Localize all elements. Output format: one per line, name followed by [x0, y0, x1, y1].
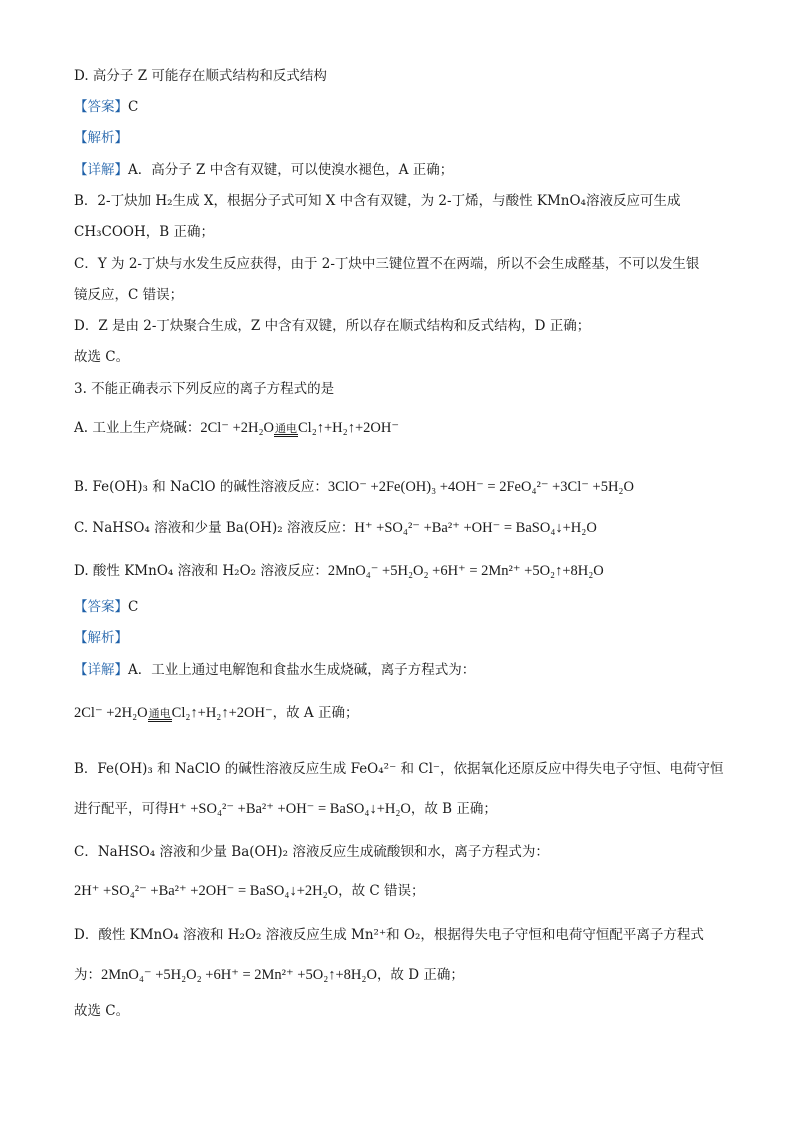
- answer-label: 【答案】: [74, 599, 128, 615]
- detail-equation-b: 进行配平，可得H⁺ +SO₄²⁻ +Ba²⁺ +OH⁻ = BaSO₄↓+H₂O，故 B 正确；: [74, 801, 497, 817]
- option-d-equation: D. 酸性 KMnO₄ 溶液和 H₂O₂ 溶液反应：2MnO₄⁻ +5H₂O₂ +6H⁺ = 2Mn²⁺ +5O₂↑+8H₂O: [74, 563, 604, 579]
- detail-equation-a: 2Cl⁻ +2H₂O 通电 Cl₂↑+H₂↑+2OH⁻，故 A 正确；: [74, 705, 359, 721]
- answer-line-2: [74, 597, 138, 617]
- answer-label: 【答案】: [74, 99, 128, 115]
- analysis-heading-1: 【解析】: [74, 130, 128, 146]
- option-a-equation: A. 工业上生产烧碱：2Cl⁻ +2H₂O 通电 Cl₂↑+H₂↑+2OH⁻: [74, 420, 399, 436]
- detail-line-c-cont: 镜反应，C 错误；: [74, 287, 184, 303]
- detail-line-a-2: 【详解】A．工业上通过电解饱和食盐水生成烧碱，离子方程式为：: [74, 662, 476, 678]
- answer-line-1: [74, 97, 138, 117]
- detail-line-c: C．Y 为 2-丁炔与水发生反应获得，由于 2-丁炔中三键位置不在两端，所以不会生成醛基，不可以发生银: [74, 256, 700, 272]
- conclusion-line-2: 故选 C。: [74, 1003, 130, 1019]
- detail-line-b-2: B．Fe(OH)₃ 和 NaClO 的碱性溶液反应生成 FeO₄²⁻ 和 Cl⁻，依据氧化还原反应中得失电子守恒、电荷守恒: [74, 761, 724, 777]
- option-c-equation: C. NaHSO₄ 溶液和少量 Ba(OH)₂ 溶液反应：H⁺ +SO₄²⁻ +Ba²⁺ +OH⁻ = BaSO₄↓+H₂O: [74, 520, 597, 536]
- detail-line-a: 【详解】A．高分子 Z 中含有双键，可以使溴水褪色，A 正确；: [74, 162, 454, 178]
- option-b-equation: B. Fe(OH)₃ 和 NaClO 的碱性溶液反应：3ClO⁻ +2Fe(OH)₃ +4OH⁻ = 2FeO₄²⁻ +3Cl⁻ +5H₂O: [74, 479, 634, 495]
- detail-equation-c: 2H⁺ +SO₄²⁻ +Ba²⁺ +2OH⁻ = BaSO₄↓+2H₂O，故 C 错误；: [74, 883, 425, 899]
- detail-line-c-2: C．NaHSO₄ 溶液和少量 Ba(OH)₂ 溶液反应生成硫酸钡和水，离子方程式为：: [74, 844, 549, 860]
- detail-line-b-cont: CH₃COOH，B 正确；: [74, 224, 214, 240]
- electrolysis-condition: 通电: [275, 422, 297, 435]
- analysis-heading-2: 【解析】: [74, 630, 128, 646]
- detail-equation-d: 为：2MnO₄⁻ +5H₂O₂ +6H⁺ = 2Mn²⁺ +5O₂↑+8H₂O，故 D 正确；: [74, 967, 464, 983]
- question-3-stem: 3. 不能正确表示下列反应的离子方程式的是: [74, 381, 335, 397]
- conclusion-line-1: 故选 C。: [74, 349, 130, 365]
- option-d-line: D. 高分子 Z 可能存在顺式结构和反式结构: [74, 68, 327, 84]
- detail-line-d: D．Z 是由 2-丁炔聚合生成，Z 中含有双键，所以存在顺式结构和反式结构，D 正确；: [74, 318, 591, 334]
- detail-line-b: B．2-丁炔加 H₂生成 X，根据分子式可知 X 中含有双键，为 2-丁烯，与酸性 KMnO₄溶液反应可生成: [74, 193, 681, 209]
- answer-value: C: [128, 599, 139, 615]
- detail-line-d-2: D．酸性 KMnO₄ 溶液和 H₂O₂ 溶液反应生成 Mn²⁺和 O₂，根据得失电子守恒和电荷守恒配平离子方程式: [74, 927, 704, 943]
- answer-value: C: [128, 99, 139, 115]
- electrolysis-condition: 通电: [148, 707, 171, 720]
